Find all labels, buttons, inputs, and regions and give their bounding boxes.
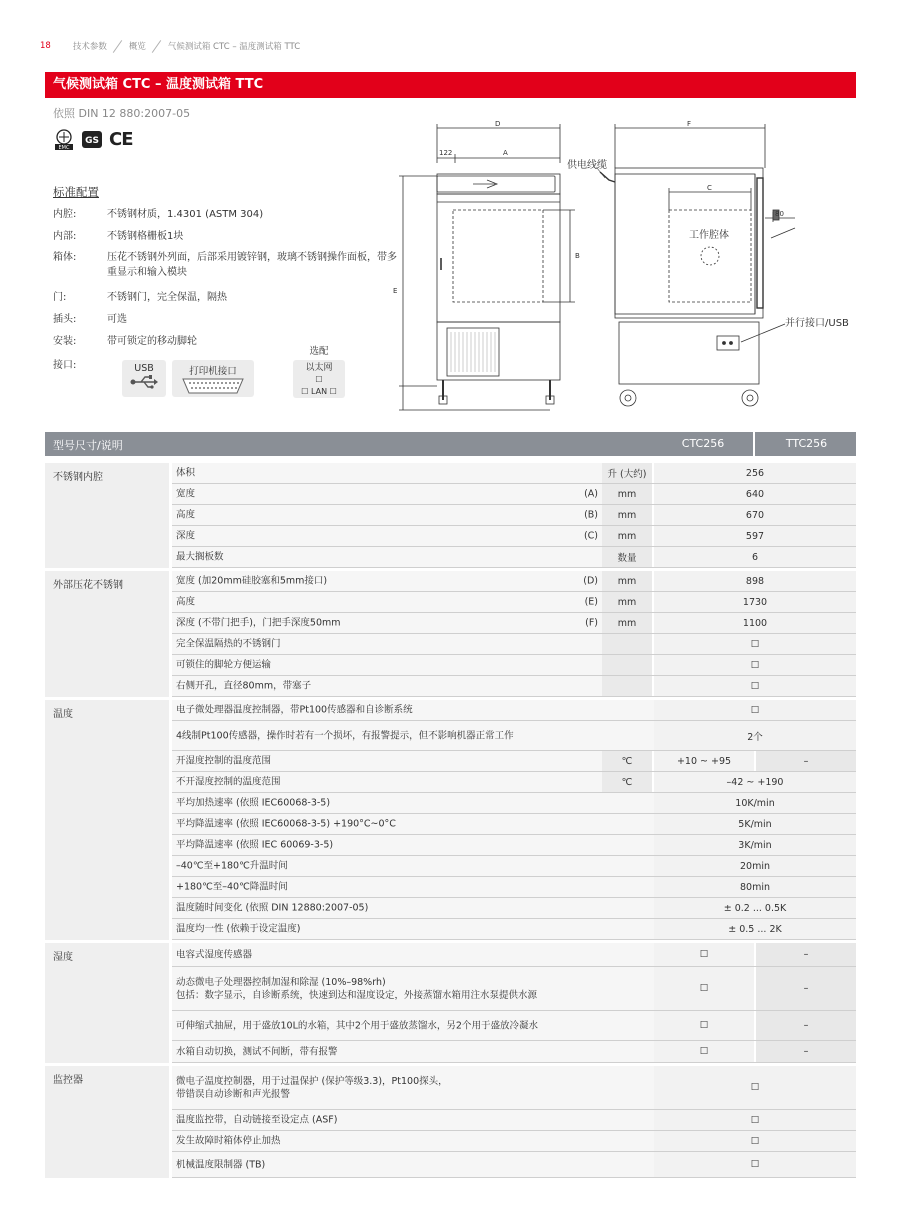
table-group-label: 外部压花不锈钢	[45, 571, 169, 697]
row-value-both: ☐	[654, 1152, 856, 1177]
standard-config-key: 接口:	[53, 360, 77, 371]
table-header	[45, 432, 856, 456]
row-unit: mm	[602, 613, 652, 633]
row-unit: 数量	[602, 547, 652, 567]
row-description: 完全保温隔热的不锈钢门	[176, 638, 281, 650]
table-row	[172, 1152, 856, 1178]
label-e: E	[393, 287, 398, 295]
table-row	[172, 751, 856, 772]
table-row	[172, 547, 856, 568]
column-ttc256: TTC256	[785, 437, 828, 450]
table-row	[172, 877, 856, 898]
breadcrumb-separator	[111, 40, 125, 52]
table-group	[45, 571, 856, 700]
label-f: F	[687, 120, 692, 128]
row-description: 高度	[176, 596, 196, 608]
row-value-both: 597	[654, 526, 856, 546]
row-unit: mm	[602, 484, 652, 504]
row-value-both: ☐	[654, 655, 856, 675]
standard-config-value: 不锈钢门，完全保温，隔热	[107, 292, 227, 303]
row-value-both: 1730	[654, 592, 856, 612]
row-value-both: ± 0.5 ... 2K	[654, 919, 856, 939]
table-row	[172, 721, 856, 751]
standard-config-value: 压花不锈钢外列面，后部采用镀锌钢，玻璃不锈钢操作面板，带多重显示和输入模块	[107, 252, 397, 278]
breadcrumb-item[interactable]: 气候测试箱 CTC – 温度测试箱 TTC	[167, 42, 301, 52]
row-value-both: ± 0.2 ... 0.5K	[654, 898, 856, 918]
standard-config-value: 不锈钢格栅板1块	[107, 231, 184, 242]
column-separator	[753, 432, 755, 456]
printer-interface	[172, 360, 254, 397]
row-description: 温度监控带，自动链接至设定点 (ASF)	[176, 1114, 338, 1126]
row-value-both: 670	[654, 505, 856, 525]
row-value-ctc256: ☐	[654, 943, 754, 966]
row-dimension-ref: (B)	[584, 509, 598, 521]
label-c: C	[707, 184, 712, 192]
printer-label: 打印机接口	[189, 366, 237, 377]
row-description: 电子微处理器温度控制器，带Pt100传感器和自诊断系统	[176, 704, 413, 716]
row-value-ttc256: –	[756, 1041, 856, 1062]
row-value-ttc256: –	[756, 943, 856, 966]
table-row	[172, 613, 856, 634]
row-value-both: 640	[654, 484, 856, 504]
row-unit: mm	[602, 592, 652, 612]
table-row	[172, 676, 856, 697]
row-value-ttc256: –	[756, 967, 856, 1010]
usb-interface	[122, 360, 166, 397]
row-description: –40℃至+180℃升温时间	[176, 860, 288, 872]
row-value-ttc256: –	[756, 1011, 856, 1040]
row-description: 温度随时间变化 (依照 DIN 12880:2007-05)	[176, 902, 369, 914]
table-row	[172, 655, 856, 676]
row-value-both: ☐	[654, 1066, 856, 1109]
row-unit	[602, 676, 652, 696]
row-description: 微电子温度控制器，用于过温保护 (保护等级3.3)，Pt100探头， 带错误自动诊断和声光报警	[176, 1075, 448, 1100]
ethernet-checkbox: ☐	[315, 375, 323, 384]
table-header-label: 型号尺寸/说明	[53, 439, 123, 452]
breadcrumb-item[interactable]: 技术参数	[72, 42, 107, 52]
row-description: 深度 (不带门把手)，门把手深度50mm	[176, 617, 341, 629]
row-dimension-ref: (E)	[584, 596, 598, 608]
row-unit: 升 (大约)	[602, 463, 652, 483]
row-dimension-ref: (D)	[583, 575, 598, 587]
row-description: 发生故障时箱体停止加热	[176, 1135, 281, 1147]
row-value-both: 1100	[654, 613, 856, 633]
row-value-ttc256: –	[756, 751, 856, 771]
table-row	[172, 463, 856, 484]
spec-table	[45, 463, 856, 1181]
row-value-both: 898	[654, 571, 856, 591]
row-value-both: 2个	[654, 721, 856, 750]
row-value-both: ☐	[654, 1131, 856, 1151]
table-row	[172, 919, 856, 940]
row-description: 动态微电子处理器控制加湿和除湿 (10%–98%rh) 包括：数字显示，自诊断系统，快速到达和湿度设定，外接蒸馏水箱用注水泵提供水源	[176, 976, 538, 1001]
option-ethernet	[293, 343, 345, 398]
row-description: 宽度	[176, 488, 196, 500]
breadcrumb	[40, 40, 300, 52]
table-row	[172, 700, 856, 721]
row-unit	[602, 655, 652, 675]
page-number: 18	[40, 41, 51, 51]
row-description: 体积	[176, 467, 196, 479]
table-row	[172, 1066, 856, 1110]
row-value-both: 3K/min	[654, 835, 856, 855]
label-d: D	[495, 120, 501, 128]
usb-label: USB	[134, 363, 154, 374]
table-row	[172, 814, 856, 835]
standard-config-title: 标准配置	[53, 185, 99, 199]
row-description: +180℃至–40℃降温时间	[176, 881, 288, 893]
parallel-port-icon	[181, 377, 245, 395]
row-description: 平均降温速率 (依照 IEC60068-3-5) +190°C~0°C	[176, 818, 396, 830]
row-value-ctc256: ☐	[654, 1011, 754, 1040]
standard-config-key: 门:	[53, 292, 67, 303]
row-dimension-ref: (C)	[583, 530, 598, 542]
ethernet-label: 以太网	[305, 363, 333, 373]
row-value-both: 20min	[654, 856, 856, 876]
ce-mark: CE	[109, 128, 133, 150]
row-description: 开湿度控制的温度范围	[176, 755, 272, 767]
row-unit: ℃	[602, 751, 652, 771]
table-row	[172, 505, 856, 526]
row-description: 右侧开孔，直径80mm，带塞子	[176, 680, 312, 692]
table-group-label: 湿度	[45, 943, 169, 1063]
table-group	[45, 463, 856, 571]
row-value-both: 5K/min	[654, 814, 856, 834]
row-value-both: ☐	[654, 1110, 856, 1130]
label-a: A	[503, 149, 508, 157]
standard-config-key: 插头:	[53, 314, 77, 325]
row-value-both: ☐	[654, 634, 856, 654]
svg-text:GS: GS	[85, 136, 99, 146]
gs-logo	[81, 128, 103, 150]
standard-config-key: 内部:	[53, 231, 77, 242]
page-title: 气候测试箱 CTC – 温度测试箱 TTC	[45, 72, 856, 98]
table-row	[172, 1011, 856, 1041]
table-row	[172, 1131, 856, 1152]
label-ports: 并行接口/USB	[785, 318, 849, 329]
row-dimension-ref: (A)	[584, 488, 598, 500]
row-description: 机械温度限制器 (TB)	[176, 1159, 266, 1170]
column-ctc256: CTC256	[681, 437, 725, 450]
row-description: 温度均一性 (依赖于设定温度)	[176, 923, 301, 935]
breadcrumb-item[interactable]: 概览	[128, 42, 146, 52]
row-value-ctc256: ☐	[654, 1041, 754, 1062]
label-80: 80	[775, 210, 784, 218]
row-description: 电容式湿度传感器	[176, 949, 253, 960]
table-group-label: 不锈钢内腔	[45, 463, 169, 568]
row-value-both: ☐	[654, 676, 856, 696]
row-description: 高度	[176, 509, 196, 521]
emc-logo	[53, 128, 75, 150]
table-row	[172, 484, 856, 505]
table-row	[172, 898, 856, 919]
row-description: 平均加热速率 (依照 IEC60068-3-5)	[176, 797, 331, 809]
table-row	[172, 793, 856, 814]
lan-label: ☐ LAN ☐	[301, 387, 337, 396]
table-row	[172, 592, 856, 613]
row-description: 深度	[176, 530, 196, 542]
row-description: 水箱自动切换，测试不间断，带有报警	[176, 1046, 338, 1057]
label-chamber: 工作腔体	[689, 230, 729, 241]
standard-config-key: 内腔:	[53, 209, 77, 220]
standard-config-value: 不锈钢材质，1.4301 (ASTM 304)	[107, 209, 264, 220]
row-value-ctc256: +10 ~ +95	[654, 751, 754, 771]
breadcrumb-separator	[150, 40, 164, 52]
table-row	[172, 943, 856, 967]
row-unit	[602, 634, 652, 654]
row-description: 最大搁板数	[176, 551, 224, 563]
standard-config-value: 带可锁定的移动脚轮	[107, 336, 197, 347]
row-description: 平均降温速率 (依照 IEC 60069-3-5)	[176, 839, 334, 851]
row-value-both: –42 ~ +190	[654, 772, 856, 792]
table-group	[45, 943, 856, 1066]
table-row	[172, 772, 856, 793]
table-group-label: 温度	[45, 700, 169, 940]
label-b: B	[575, 252, 580, 260]
row-value-ctc256: ☐	[654, 967, 754, 1010]
table-row	[172, 526, 856, 547]
page-subtitle: 依照 DIN 12 880:2007-05	[53, 107, 191, 120]
standard-config-key: 箱体:	[53, 252, 77, 263]
label-122: 122	[439, 149, 453, 157]
row-description: 宽度 (加20mm硅胶塞和5mm接口)	[176, 575, 328, 587]
row-value-both: 80min	[654, 877, 856, 897]
table-group	[45, 1066, 856, 1181]
table-row	[172, 856, 856, 877]
standard-config-key: 安装:	[53, 336, 77, 347]
usb-icon	[129, 374, 159, 390]
row-value-both: 256	[654, 463, 856, 483]
row-dimension-ref: (F)	[585, 617, 598, 629]
table-row	[172, 835, 856, 856]
row-unit: ℃	[602, 772, 652, 792]
table-row	[172, 634, 856, 655]
table-group	[45, 700, 856, 943]
technical-drawing	[385, 118, 865, 418]
table-row	[172, 967, 856, 1011]
row-description: 可伸缩式抽屉，用于盛放10L的水箱，其中2个用于盛放蒸馏水，另2个用于盛放冷凝水	[176, 1020, 538, 1031]
row-unit: mm	[602, 571, 652, 591]
table-row	[172, 1110, 856, 1131]
row-value-both: 6	[654, 547, 856, 567]
row-description: 4线制Pt100传感器，操作时若有一个损坏，有报警提示，但不影响机器正常工作	[176, 730, 514, 741]
row-value-both: 10K/min	[654, 793, 856, 813]
table-row	[172, 1041, 856, 1063]
svg-text:EMC: EMC	[58, 145, 70, 150]
row-unit: mm	[602, 526, 652, 546]
table-group-label: 监控器	[45, 1066, 169, 1178]
option-label: 选配	[309, 346, 329, 357]
row-unit: mm	[602, 505, 652, 525]
label-power-cable: 供电线缆	[567, 160, 607, 171]
ethernet-box	[293, 360, 345, 398]
row-description: 不开湿度控制的温度范围	[176, 776, 281, 788]
table-row	[172, 571, 856, 592]
row-value-both: ☐	[654, 700, 856, 720]
standard-config-value: 可选	[107, 314, 127, 325]
interface-icons	[122, 360, 254, 397]
certification-logos	[53, 128, 133, 150]
row-description: 可锁住的脚轮方便运输	[176, 659, 272, 671]
